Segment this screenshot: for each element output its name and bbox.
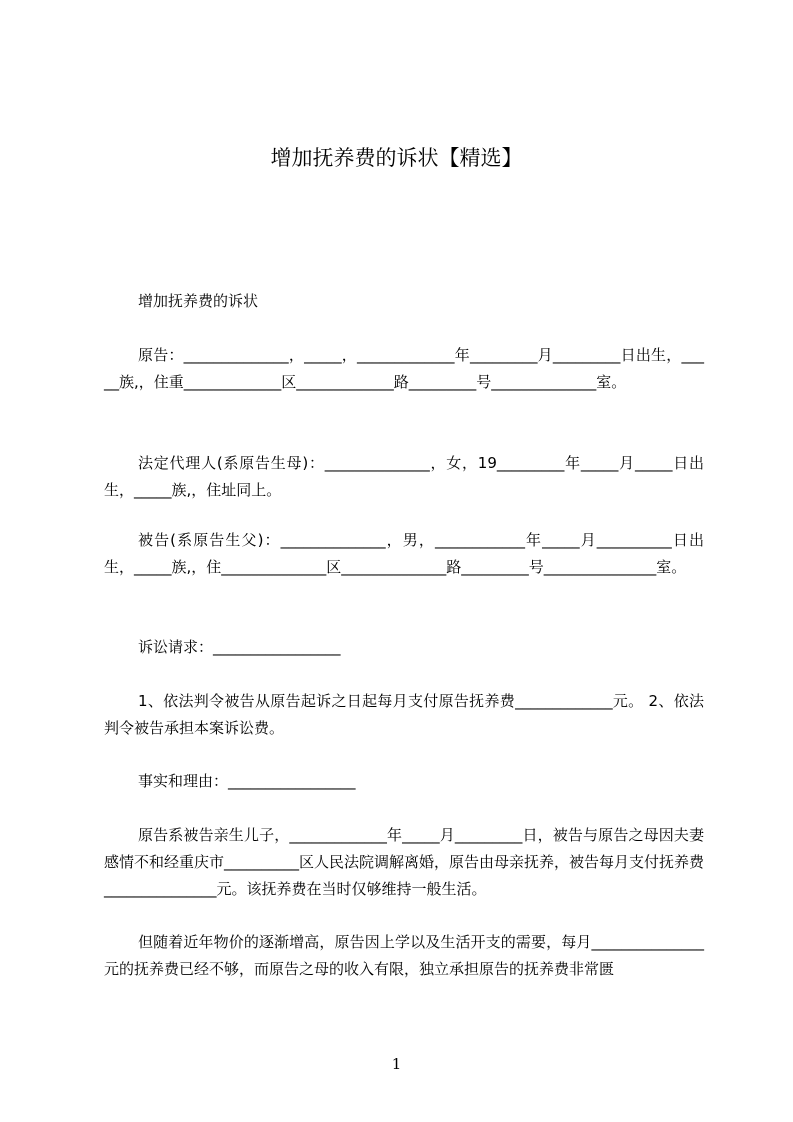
defendant-paragraph: 被告(系原告生父)：______________，男，____________年_____月__________日出生，_____族,，住______________区______________路_________号_______________室。 xyxy=(104,531,704,576)
facts-paragraph: 原告系被告亲生儿子，_____________年_____月_________日，被告与原告之母因夫妻感情不和经重庆市__________区人民法院调解离婚，原告由母亲抚养，被告每月支付抚养费_______________元。该抚养费在当时仅够维持一般生活。 xyxy=(104,826,705,898)
facts-heading: 事实和理由：_________________ xyxy=(138,772,356,790)
subtitle-paragraph: 增加抚养费的诉状 xyxy=(138,292,259,310)
claims-heading: 诉讼请求：_________________ xyxy=(138,638,341,656)
reasons-paragraph: 但随着近年物价的逐渐增高，原告因上学以及生活开支的需要，每月_______________元的抚养费已经不够，而原告之母的收入有限，独立承担原告的抚养费非常匮 xyxy=(104,933,704,978)
page-number: 1 xyxy=(391,1055,402,1073)
legal-representative-paragraph: 法定代理人(系原告生母)：______________，女，19_________年_____月_____日出生，_____族,，住址同上。 xyxy=(104,454,704,499)
document-title: 增加抚养费的诉状【精选】 xyxy=(270,146,523,170)
plaintiff-paragraph: 原告：______________，_____，_____________年_________月_________日出生，_____族,，住重_____________区_____________路_________号______________室。 xyxy=(104,346,704,391)
claims-paragraph: 1、依法判令被告从原告起诉之日起每月支付原告抚养费_____________元。 2、依法判令被告承担本案诉讼费。 xyxy=(104,692,704,737)
